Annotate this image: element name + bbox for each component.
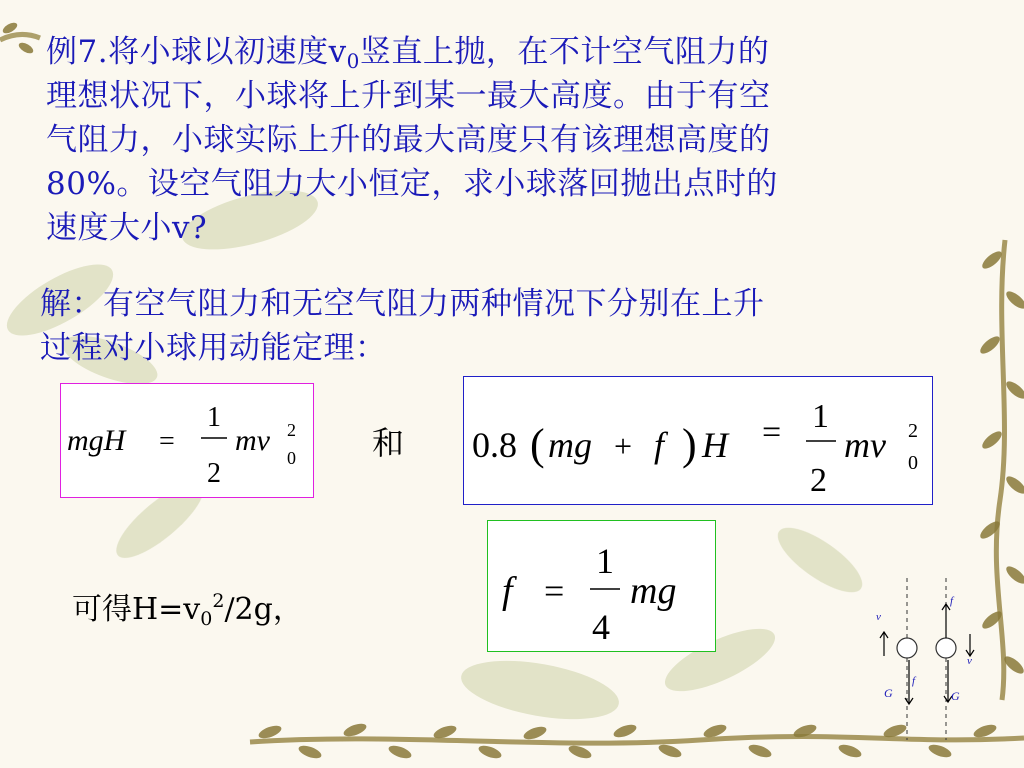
ball-descending	[936, 638, 956, 658]
solution-intro	[40, 282, 970, 370]
formula-box-drag-force	[487, 520, 716, 652]
formula2-denominator: 2	[810, 462, 827, 499]
problem-line-1-a: 例7.将小球以初速度v	[46, 34, 347, 70]
problem-line-1	[46, 30, 976, 74]
formula1-rhs: mv	[235, 424, 270, 457]
formula2-left-paren: (	[530, 420, 545, 469]
formula3-lhs: f	[502, 570, 513, 612]
formula3-denominator: 4	[592, 607, 610, 647]
formula2-eq: =	[762, 414, 782, 451]
formula1-eq: =	[159, 426, 175, 457]
formula3-rhs: mg	[630, 570, 677, 612]
formula2-H: H	[702, 425, 728, 465]
formula1-superscript: 2	[287, 420, 296, 440]
formula-ideal	[61, 384, 313, 497]
result-superscript: 2	[212, 590, 225, 612]
formula2-rhs: mv	[844, 425, 886, 465]
result-suffix: /2g，	[224, 592, 303, 627]
label-G-left: G	[884, 686, 893, 700]
problem-line-2: 理想状况下，小球将上升到某一最大高度。由于有空	[46, 78, 771, 114]
formula1-lhs: mgH	[67, 424, 126, 457]
problem-statement	[46, 30, 976, 250]
formula-box-ideal	[60, 383, 314, 498]
formula2-superscript: 2	[908, 420, 918, 442]
label-v-up: v	[876, 611, 881, 623]
formula2-coefficient: 0.8	[472, 425, 517, 465]
problem-line-1-b: 竖直上抛，在不计空气阻力的	[359, 34, 770, 70]
ball-ascending	[897, 638, 917, 658]
label-f-down: f	[912, 675, 916, 687]
problem-line-4: 80%。设空气阻力大小恒定，求小球落回抛出点时的	[46, 166, 778, 202]
formula2-subscript: 0	[908, 452, 918, 474]
result-prefix: 可得H=v	[72, 592, 201, 627]
formula2-right-paren: )	[682, 420, 697, 469]
formula-with-drag	[464, 377, 932, 504]
label-f-up: f	[950, 595, 954, 607]
connector-and: 和	[372, 424, 405, 462]
formula-drag-force	[488, 521, 715, 651]
solution-line-2: 过程对小球用动能定理：	[40, 330, 387, 366]
formula1-subscript: 0	[287, 448, 296, 468]
formula3-eq: =	[544, 571, 565, 611]
formula2-f: f	[654, 425, 665, 465]
formula3-numerator: 1	[596, 541, 614, 581]
result-text	[72, 584, 303, 628]
problem-line-5: 速度大小v?	[46, 210, 208, 246]
label-v-down: v	[967, 655, 972, 667]
formula1-denominator: 2	[207, 458, 221, 489]
formula-box-with-drag	[463, 376, 933, 505]
formula1-numerator: 1	[207, 402, 221, 433]
solution-line-1: 解：有空气阻力和无空气阻力两种情况下分别在上升	[40, 286, 765, 322]
problem-line-3: 气阻力，小球实际上升的最大高度只有该理想高度的	[46, 122, 771, 158]
formula2-plus: +	[614, 428, 633, 464]
formula2-mg: mg	[548, 425, 592, 465]
problem-line-1-subscript: 0	[346, 49, 360, 73]
formula2-numerator: 1	[812, 398, 829, 435]
label-G-right: G	[951, 689, 960, 703]
result-subscript: 0	[200, 608, 213, 630]
